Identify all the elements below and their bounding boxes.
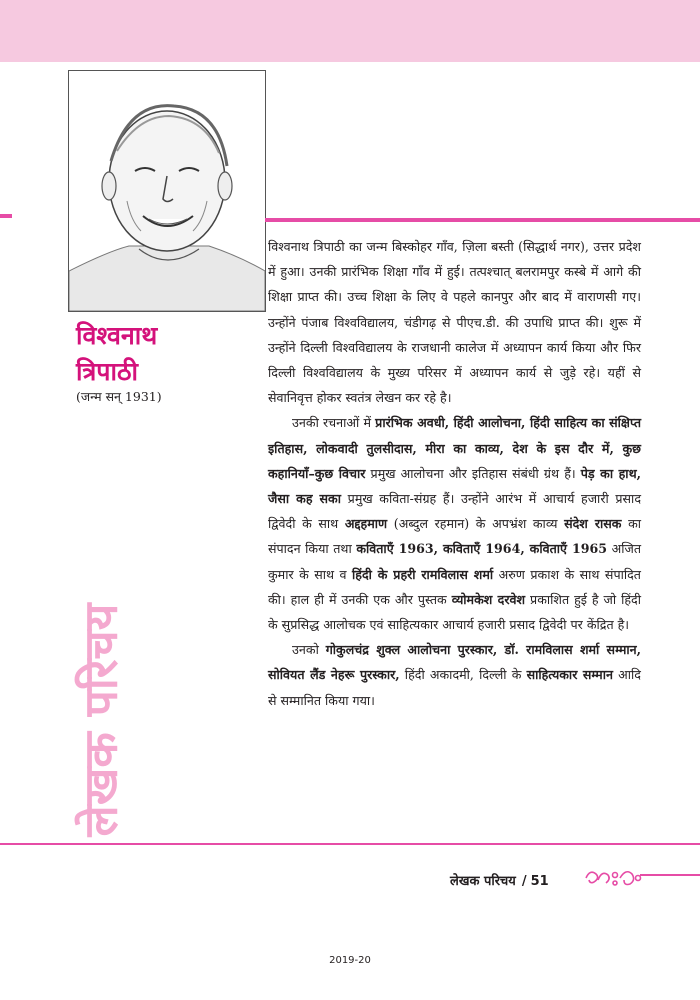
- birth-year: (जन्म सन् 1931): [76, 389, 162, 404]
- bio-text: आदि से सम्मानित किया गया।: [268, 667, 641, 708]
- bio-text: प्रमुख कविता-संग्रह हैं। उन्होंने आरंभ में आचार्य हजारी प्रसाद द्विवेदी के साथ: [268, 491, 642, 532]
- left-tick-mark: [0, 214, 12, 218]
- footer-separator: /: [521, 874, 527, 889]
- bio-text: हिंदी अकादमी, दिल्ली के: [399, 667, 527, 683]
- author-name: [76, 318, 256, 390]
- bio-bold: व्योमकेश दरवेश: [451, 591, 526, 607]
- biography: [268, 234, 641, 713]
- bio-text: प्रकाशित हुई है जो हिंदी के सुप्रसिद्ध आलोचक एवं साहित्यकार आचार्य हजारी प्रसाद द्विवेदी पर केंद्रित है।: [268, 591, 641, 633]
- bio-text: अजित कुमार के साथ व: [268, 541, 641, 582]
- bio-text: उनको: [292, 642, 326, 658]
- footer-rule: [640, 874, 700, 876]
- bio-bold: साहित्यकार सम्मान: [526, 667, 613, 683]
- footer-ornament-icon: [582, 866, 642, 890]
- portrait-sketch: [69, 71, 265, 311]
- section-title-vertical: [68, 585, 130, 855]
- author-name-line1: विश्वनाथ: [76, 321, 158, 350]
- bio-bold: कविताएँ 1963, कविताएँ 1964, कविताएँ 1965: [356, 541, 608, 557]
- bio-bold: प्रारंभिक अवधी, हिंदी आलोचना, हिंदी साहित्य का संक्षिप्त इतिहास, लोकवादी तुलसीदास, मीरा का काव्य, देश के इस दौर में, कुछ कहानियाँ–कुछ विचार: [268, 415, 641, 481]
- pink-rule-bottom: [0, 843, 700, 845]
- pink-rule-top: [265, 218, 700, 222]
- top-band: [0, 0, 700, 62]
- bio-text: अरुण प्रकाश के साथ संपादित की। हाल ही में उनकी एक और पुस्तक: [268, 566, 641, 607]
- footer-page-label: [450, 871, 549, 889]
- author-name-line2: त्रिपाठी: [76, 357, 138, 386]
- bio-bold: हिंदी के प्रहरी रामविलास शर्मा: [352, 566, 494, 582]
- bio-paragraph-1: विश्वनाथ त्रिपाठी का जन्म बिस्कोहर गाँव, ज़िला बस्ती (सिद्धार्थ नगर), उत्तर प्रदेश में हुआ। उनकी प्रारंभिक शिक्षा गाँव में हुई। तत्पश्चात् बलरामपुर कस्बे में आगे की शिक्षा प्राप्त की। उच्च शिक्षा के लिए वे पहले कानपुर और बाद में वाराणसी गए। उन्होंने पंजाब विश्वविद्यालय, चंडीगढ़ से पीएच.डी. की उपाधि प्राप्त की। शुरू में उन्होंने दिल्ली विश्वविद्यालय के राजधानी कालेज में अध्यापन कार्य किया और फिर दिल्ली विश्वविद्यालय के मुख्य परिसर में अध्यापन कार्य से जुड़े रहे। यहीं से सेवानिवृत्त होकर स्वतंत्र लेखन कर रहे है।: [268, 239, 641, 406]
- bio-bold: पेड़ का हाथ, जैसा कह सका: [268, 465, 641, 507]
- author-portrait: [68, 70, 266, 312]
- bio-text: (अब्दुल रहमान) के अपभ्रंश काव्य: [387, 516, 565, 532]
- bio-paragraph-2: [268, 410, 641, 637]
- bio-bold: गोकुलचंद्र शुक्ल आलोचना पुरस्कार, डॉ. रामविलास शर्मा सम्मान, सोवियत लैंड नेहरू पुरस्कार,: [268, 642, 642, 683]
- bio-bold: संदेश रासक: [564, 516, 622, 532]
- footer-section-name: लेखक परिचय: [450, 874, 516, 889]
- edition-year: 2019-20: [329, 955, 371, 966]
- bio-text: का संपादन किया तथा: [268, 516, 641, 557]
- bio-bold: अद्दहमाण: [344, 516, 388, 532]
- bio-text: उनकी रचनाओं में: [292, 415, 376, 431]
- bio-paragraph-3: [268, 637, 641, 713]
- section-title-text: लेखक परिचय: [73, 603, 127, 837]
- bio-text: प्रमुख आलोचना और इतिहास संबंधी ग्रंथ हैं।: [365, 465, 581, 481]
- page-number: 51: [530, 874, 549, 889]
